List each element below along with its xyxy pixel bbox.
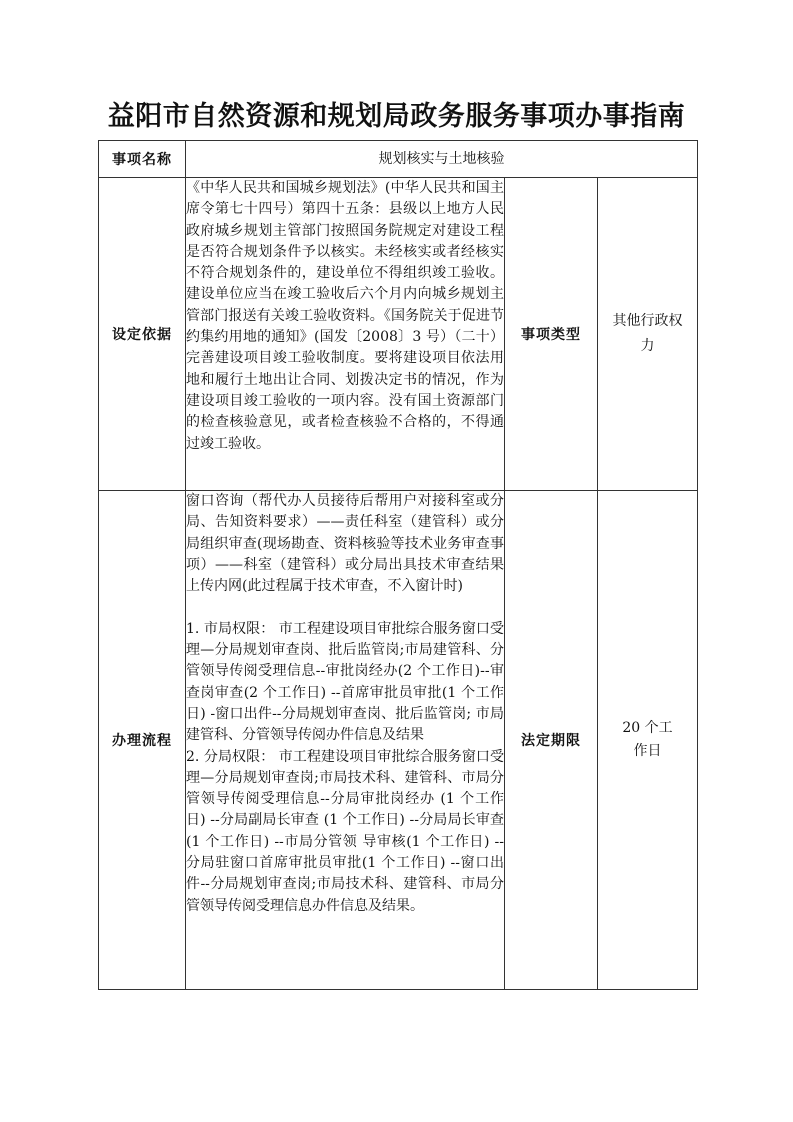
item-name-label: 事项名称 [99, 141, 186, 178]
process-label: 办理流程 [99, 491, 186, 990]
deadline-value: 20 个工作日 [622, 720, 673, 759]
row-item-name [99, 141, 698, 178]
deadline-cell [598, 491, 698, 990]
process-text: 窗口咨询（帮代办人员接待后帮用户对接科室或分局、告知资料要求）——责任科室（建管科）或分局组织审查(现场勘查、资料核验等技术业务审查事项）——科室（建管科）或分局出具技术审查结果上传内网(此过程属于技术审查，不入窗计时) 1. 市局权限： 市工程建设项目审批综合服务窗口受理—分局规划审查岗、批后监管岗;市局建管科、分管领导传阅受理信息--审批岗经办(2 个工作日)--审查岗审查(2 个工作日) --首席审批员审批(1 个工作日) -窗口出件--分局规划审查岗、批后监管岗; 市局建管科、分管领导传阅办件信息及结果 2. 分局权限： 市工程建设项目审批综合服务窗口受理—分局规划审查岗;市局技术科、建管科、市局分管领导传阅受理信息--分局审批岗经办 (1 个工作日) --分局副局长审查 (1 个工作日) --分局局长审查 (1 个工作日) --市局分管领 导审核(1 个工作日) --分局驻窗口首席审批员审批(1 个工作日) --窗口出件--分局规划审查岗;市局技术科、建管科、市局分管领导传阅受理信息办件信息及结果。 [186, 491, 505, 990]
service-guide-table [98, 140, 698, 990]
type-cell [598, 178, 698, 491]
type-label: 事项类型 [505, 178, 598, 491]
deadline-label: 法定期限 [505, 491, 598, 990]
basis-label: 设定依据 [99, 178, 186, 491]
row-basis [99, 178, 698, 491]
item-name-value: 规划核实与土地核验 [186, 141, 698, 178]
type-value: 其他行政权力 [612, 313, 683, 354]
document-title: 益阳市自然资源和规划局政务服务事项办事指南 [107, 101, 686, 132]
row-process [99, 491, 698, 990]
basis-text: 《中华人民共和国城乡规划法》(中华人民共和国主席令第七十四号）第四十五条：县级以上地方人民政府城乡规划主管部门按照国务院规定对建设工程是否符合规划条件予以核实。未经核实或者经核实不符合规划条件的，建设单位不得组织竣工验收。建设单位应当在竣工验收后六个月内向城乡规划主管部门报送有关竣工验收资料。《国务院关于促进节约集约用地的通知》(国发〔2008〕3 号）（二十）完善建设项目竣工验收制度。要将建设项目依法用地和履行土地出让合同、划拨决定书的情况，作为建设项目竣工验收的一项内容。没有国土资源部门的检查核验意见，或者检查核验不合格的，不得通过竣工验收。 [186, 178, 505, 491]
